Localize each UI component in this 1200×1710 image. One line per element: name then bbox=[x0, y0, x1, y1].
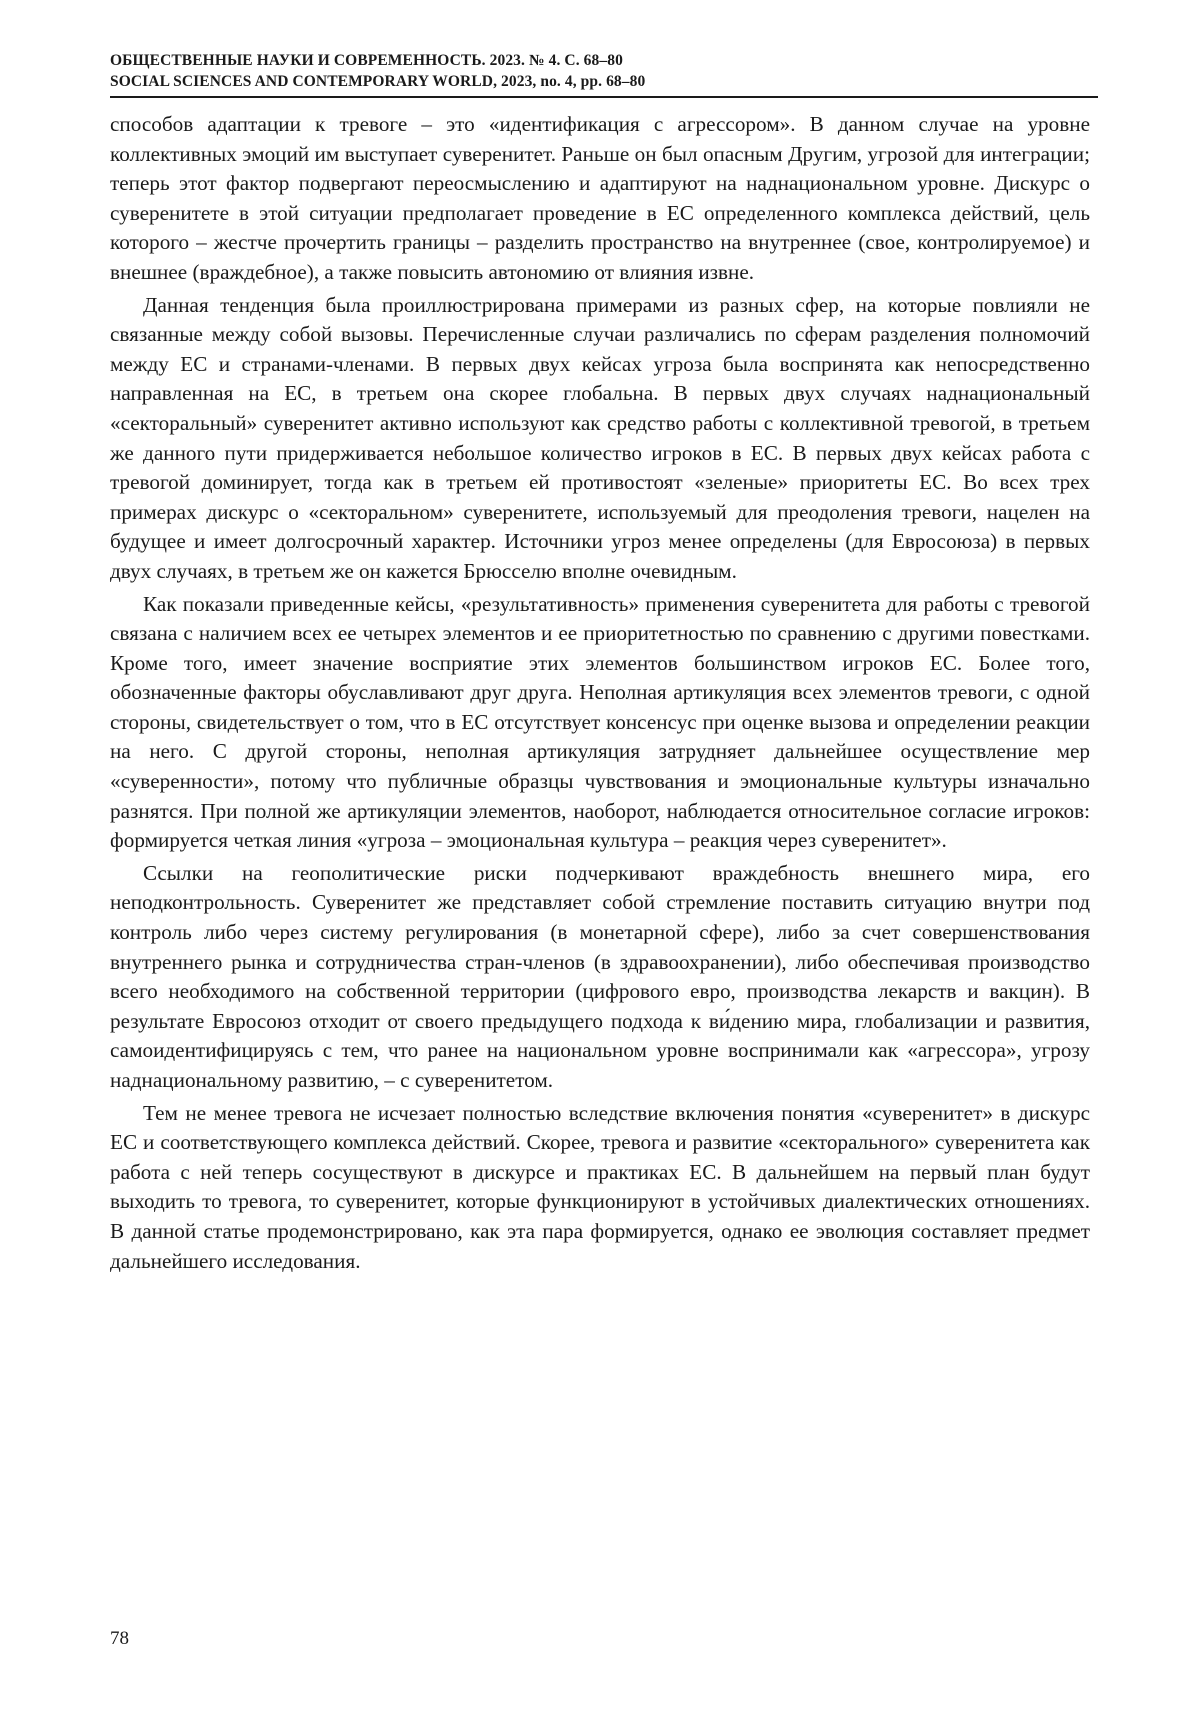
running-header-ru: ОБЩЕСТВЕННЫЕ НАУКИ И СОВРЕМЕННОСТЬ. 2023. № 4. С. 68–80 bbox=[110, 52, 623, 69]
running-header bbox=[110, 50, 1090, 92]
body-text bbox=[110, 110, 1090, 1276]
paragraph-4: Ссылки на геополитические риски подчеркивают враждебность внешнего мира, его неподконтрольность. Суверенитет же представляет собой стремление поставить ситуацию внутри под контроль либо через систему регулирования (в монетарной сфере), либо за счет совершенствования внутреннего рынка и сотрудничества стран-членов (в здравоохранении), либо обеспечивая производство всего необходимого на собственной территории (цифрового евро, производства лекарств и вакцин). В результате Евросоюз отходит от своего предыдущего подхода к ви́дению мира, глобализации и развития, самоидентифицируясь с тем, что ранее на национальном уровне воспринимали как «агрессора», угрозу наднациональному развитию, – с суверенитетом. bbox=[110, 860, 1090, 1092]
paragraph-2: Данная тенденция была проиллюстрирована примерами из разных сфер, на которые повлияли не связанные между собой вызовы. Перечисленные случаи различались по сферам разделения полномочий между ЕС и странами-членами. В первых двух кейсах угроза была воспринята как непосредственно направленная на ЕС, в третьем она скорее глобальна. В первых двух случаях наднациональный «секторальный» суверенитет активно используют как средство работы с коллективной тревогой, в третьем же данного пути придерживается небольшое количество игроков в ЕС. В первых двух кейсах работа с тревогой доминирует, тогда как в третьем ей противостоят «зеленые» приоритеты ЕС. Во всех трех примерах дискурс о «секторальном» суверенитете, используемый для преодоления тревоги, нацелен на будущее и имеет долгосрочный характер. Источники угроз менее определены (для Евросоюза) в первых двух случаях, в третьем же он кажется Брюсселю вполне очевидным. bbox=[110, 292, 1090, 583]
running-header-en: SOCIAL SCIENCES AND CONTEMPORARY WORLD, 2023, no. 4, pp. 68–80 bbox=[110, 73, 646, 90]
page-number: 78 bbox=[110, 1628, 129, 1649]
header-rule bbox=[110, 96, 1098, 98]
paragraph-1: способов адаптации к тревоге – это «идентификация с агрессором». В данном случае на уровне коллективных эмоций им выступает суверенитет. Раньше он был опасным Другим, угрозой для интеграции; теперь этот фактор подвергают переосмыслению и адаптируют на наднациональном уровне. Дискурс о суверенитете в этой ситуации предполагает проведение в ЕС определенного комплекса действий, цель которого – жестче прочертить границы – разделить пространство на внутреннее (свое, контролируемое) и внешнее (враждебное), а также повысить автономию от влияния извне. bbox=[110, 112, 1090, 284]
paragraph-3: Как показали приведенные кейсы, «результативность» применения суверенитета для работы с тревогой связана с наличием всех ее четырех элементов и ее приоритетностью по сравнению с другими повестками. Кроме того, имеет значение восприятие этих элементов большинством игроков ЕС. Более того, обозначенные факторы обуславливают друг друга. Неполная артикуляция всех элементов тревоги, с одной стороны, свидетельствует о том, что в ЕС отсутствует консенсус при оценке вызова и определении реакции на него. С другой стороны, неполная артикуляция затрудняет дальнейшее осуществление мер «суверенности», потому что публичные образцы чувствования и эмоциональные культуры изначально разнятся. При полной же артикуляции элементов, наоборот, наблюдается относительное согласие игроков: формируется четкая линия «угроза – эмоциональная культура – реакция через суверенитет». bbox=[110, 591, 1090, 853]
page bbox=[110, 50, 1090, 1276]
paragraph-5: Тем не менее тревога не исчезает полностью вследствие включения понятия «суверенитет» в дискурс ЕС и соответствующего комплекса действий. Скорее, тревога и развитие «секторального» суверенитета как работа с ней теперь сосуществуют в дискурсе и практиках ЕС. В дальнейшем на первый план будут выходить то тревога, то суверенитет, которые функционируют в устойчивых диалектических отношениях. В данной статье продемонстрировано, как эта пара формируется, однако ее эволюция составляет предмет дальнейшего исследования. bbox=[110, 1100, 1090, 1273]
